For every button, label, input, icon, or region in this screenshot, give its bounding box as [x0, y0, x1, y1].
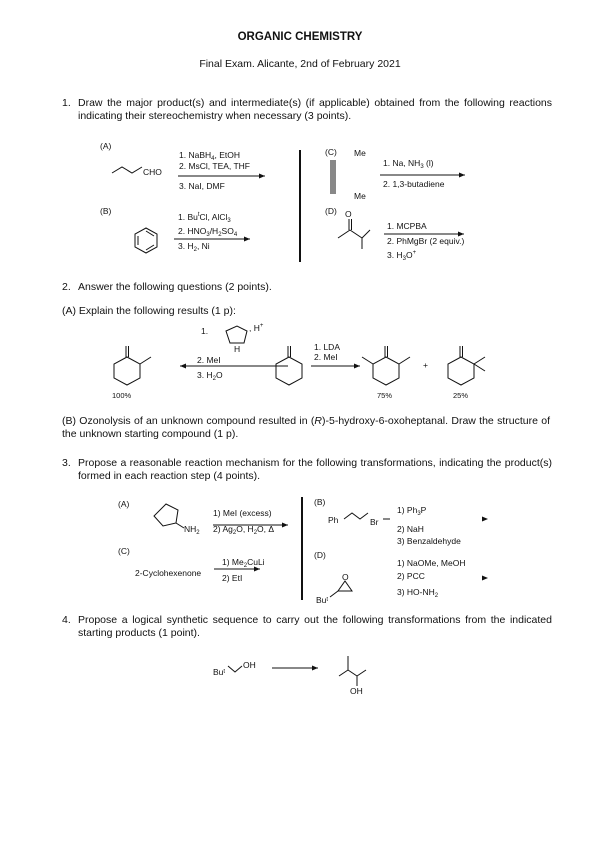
q3b-reagent-3: 3) Benzaldehyde: [397, 536, 461, 546]
q1a-reagent-3: 3. NaI, DMF: [179, 181, 225, 191]
q1c-reagent-1: 1. Na, $NH_3$ (l): [383, 158, 434, 170]
q4-start-chain: [228, 666, 242, 672]
q1-number: 1.: [62, 97, 71, 109]
q2-text: Answer the following questions (2 points).: [78, 281, 272, 293]
q3b-br: Br: [370, 517, 379, 527]
q1d-label: (D): [325, 206, 337, 216]
q3a-reagent-1: 1) MeI (excess): [213, 508, 272, 518]
q3a-nh2: $NH_2$: [184, 524, 200, 536]
q3d-but: Buᵗ: [316, 595, 329, 605]
q1a-label: (A): [100, 141, 112, 151]
q3d-reagent-3: 3) $HO-NH_2$: [397, 587, 439, 599]
exam-subtitle: Final Exam. Alicante, 2nd of February 2021: [199, 58, 401, 70]
q2-yield-left: 100%: [112, 391, 132, 400]
q3d-reagent-1: 1) NaOMe, MeOH: [397, 558, 466, 568]
q1a-substrate: CHO: [143, 167, 162, 177]
q3b-reagent-1: 1) $Ph_3P$: [397, 505, 427, 517]
q1b-reagent-2: 2. $HNO_3/H_2SO_4$: [178, 226, 238, 238]
q3b-ph: Ph: [328, 515, 339, 525]
q2-plus: +: [423, 360, 428, 370]
q2-reagent-2: 2. MeI: [197, 355, 221, 365]
q3c-reagent-2: 2) EtI: [222, 573, 243, 583]
page-title: ORGANIC CHEMISTRY: [237, 31, 363, 43]
q1c-me-bottom: Me: [354, 191, 366, 201]
q3c-reagent-1: 1) $Me_2CuLi$: [222, 557, 265, 569]
q1b-reagent-1: 1. Bu$^t$Cl, AlCl$_3$: [178, 212, 231, 224]
q1a-reagent-2: 2. MsCl, TEA, THF: [179, 161, 251, 171]
q1d-reagent-2: 2. PhMgBr (2 equiv.): [387, 236, 465, 246]
q1d-reagent-1: 1. MCPBA: [387, 221, 427, 231]
q1a-reagent-1: 1. NaBH$_4$, EtOH: [179, 150, 240, 162]
q3b-reagent-2: 2) NaH: [397, 524, 424, 534]
q1d-reagent-3: 3. $H_3O^+$: [387, 250, 417, 262]
q1b-reagent-3: 3. $H_2$, Ni: [178, 241, 210, 253]
q3c-substrate: 2-Cyclohexenone: [135, 568, 202, 578]
q4-start-but: Buᵗ: [213, 667, 226, 677]
q4-number: 4.: [62, 614, 71, 626]
q1c-reagent-2: 2. 1,3-butadiene: [383, 179, 445, 189]
q4-text: Propose a logical synthetic sequence to carry out the following transformations from the indicated starting products (1 point).: [78, 614, 552, 639]
q3-text: Propose a reasonable reaction mechanism for the following transformations, indicating the product(s) formed in each reaction step (4 points).: [78, 457, 552, 482]
q1d-oxygen: O: [345, 209, 352, 219]
q2-yield-right: 25%: [453, 391, 469, 400]
q2-amine-h: H: [234, 344, 241, 354]
q3a-reagent-2: 2) $Ag_2O$, $H_2O$, Δ: [213, 524, 275, 536]
q2-mei: 2. MeI: [314, 352, 338, 362]
q3d-reagent-2: 2) PCC: [397, 571, 425, 581]
q1b-label: (B): [100, 206, 112, 216]
q4-product-oh: OH: [350, 686, 363, 696]
q1c-me-top: Me: [354, 148, 366, 158]
q3d-oxygen: O: [342, 572, 349, 582]
q3b-label: (B): [314, 497, 326, 507]
q1c-label: (C): [325, 147, 337, 157]
q1-text: Draw the major product(s) and intermediate(s) (if applicable) obtained from the following reactions indicating their stereochemistry when necessary (3 points).: [78, 97, 552, 122]
q2-reagent-3: 3. $H_2O$: [197, 370, 223, 382]
q2a-text: (A) Explain the following results (1 p):: [62, 305, 236, 317]
q4-start-oh: OH: [243, 660, 256, 670]
q3d-label: (D): [314, 550, 326, 560]
q4-product-skeleton: [339, 670, 348, 676]
q2b-text: (B) Ozonolysis of an unknown compound resulted in (R)-5-hydroxy-6-oxoheptanal. Draw the structure of the unknown starting compound (1 p).: [62, 415, 550, 440]
q2-reagent-1-acid: , H+: [249, 323, 264, 333]
q3-number: 3.: [62, 457, 71, 469]
q2-number: 2.: [62, 281, 71, 293]
q2-lda: 1. LDA: [314, 342, 340, 352]
q3c-label: (C): [118, 546, 130, 556]
q2-reagent-1: 1.: [201, 326, 209, 336]
q2-yield-mid: 75%: [377, 391, 393, 400]
q3a-label: (A): [118, 499, 130, 509]
